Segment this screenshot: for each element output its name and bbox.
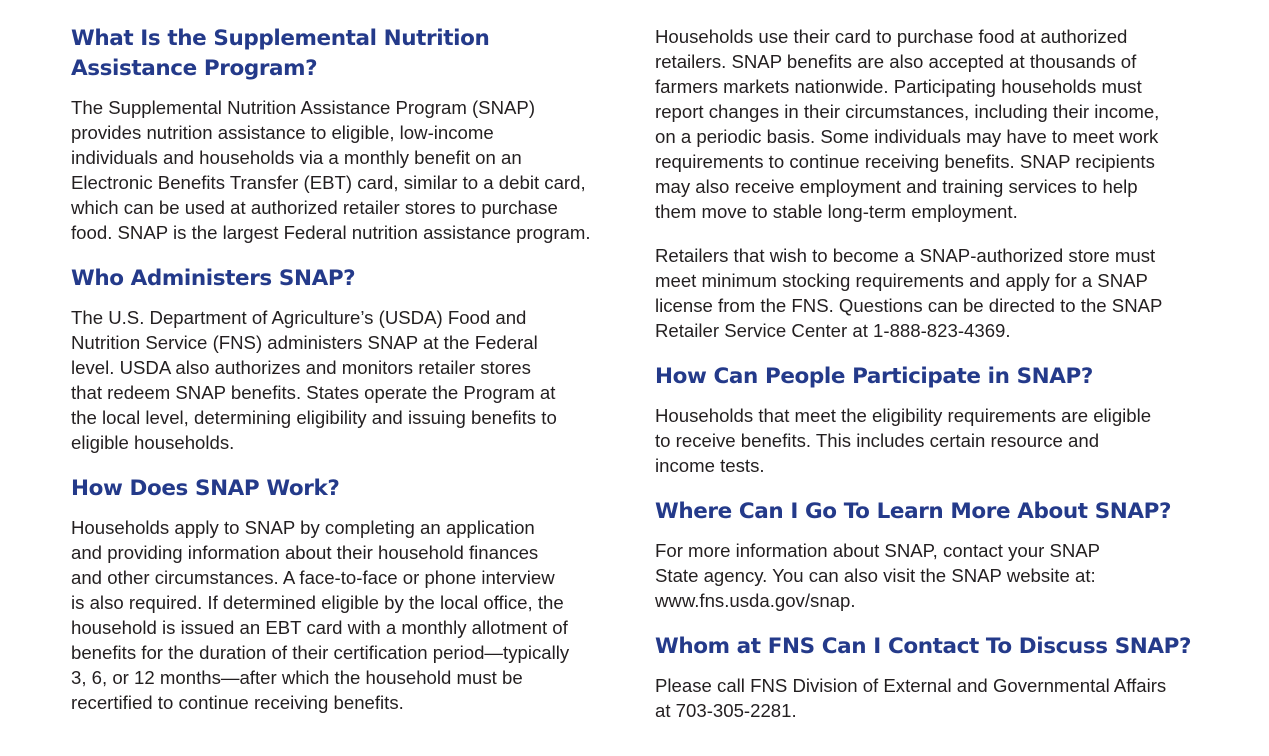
paragraph-what-is-snap: The Supplemental Nutrition Assistance Program (SNAP) provides nutrition assistance to eligible, low-income individuals and households via a monthly benefit on an Electronic Benefits Transfer (EBT) card, similar to a debit card, which can be used at authorized retailer stores to purchase food. SNAP is the largest Federal nutrition assistance program. bbox=[71, 97, 591, 243]
heading-how-participate: How Can People Participate in SNAP? bbox=[655, 364, 1093, 389]
paragraph-how-does-snap-work: Households apply to SNAP by completing an application and providing information about their household finances and other circumstances. A face-to-face or phone interview is also required. If determined eligible by the local office, the household is issued an EBT card with a monthly allotment of benefits for the duration of their certification period—typically 3, 6, or 12 months—after which the household must be recertified to continue receiving benefits. bbox=[71, 517, 570, 713]
paragraph-contact: Please call FNS Division of External and Governmental Affairs at 703-305-2281. bbox=[655, 675, 1167, 721]
paragraph-card-usage: Households use their card to purchase food at authorized retailers. SNAP benefits are also accepted at thousands of farmers markets nationwide. Participating households must report changes in their circumstances, including their income, on a periodic basis. Some individuals may have to meet work requirements to continue receiving benefits. SNAP recipients may also receive employment and training services to help them move to stable long-term employment. bbox=[655, 26, 1160, 222]
heading-what-is-snap: What Is the Supplemental Nutrition Assistance Program? bbox=[71, 26, 490, 81]
paragraph-who-administers: The U.S. Department of Agriculture’s (USDA) Food and Nutrition Service (FNS) administers SNAP at the Federal level. USDA also authorizes and monitors retailer stores that redeem SNAP benefits. States operate the Program at the local level, determining eligibility and issuing benefits to eligible households. bbox=[71, 307, 557, 453]
paragraph-learn-more: For more information about SNAP, contact your SNAP State agency. You can also visit the SNAP website at: www.fns.usda.gov/snap. bbox=[655, 540, 1101, 611]
left-column bbox=[71, 24, 616, 734]
heading-who-administers: Who Administers SNAP? bbox=[71, 266, 356, 291]
paragraph-how-participate: Households that meet the eligibility requirements are eligible to receive benefits. This includes certain resource and income tests. bbox=[655, 405, 1152, 476]
heading-how-does-snap-work: How Does SNAP Work? bbox=[71, 476, 340, 501]
right-column bbox=[655, 24, 1200, 742]
heading-contact: Whom at FNS Can I Contact To Discuss SNAP? bbox=[655, 634, 1192, 659]
paragraph-retailers: Retailers that wish to become a SNAP-authorized store must meet minimum stocking requirements and apply for a SNAP license from the FNS. Questions can be directed to the SNAP Retailer Service Center at 1-888-823-4369. bbox=[655, 245, 1163, 341]
heading-learn-more: Where Can I Go To Learn More About SNAP? bbox=[655, 499, 1172, 524]
